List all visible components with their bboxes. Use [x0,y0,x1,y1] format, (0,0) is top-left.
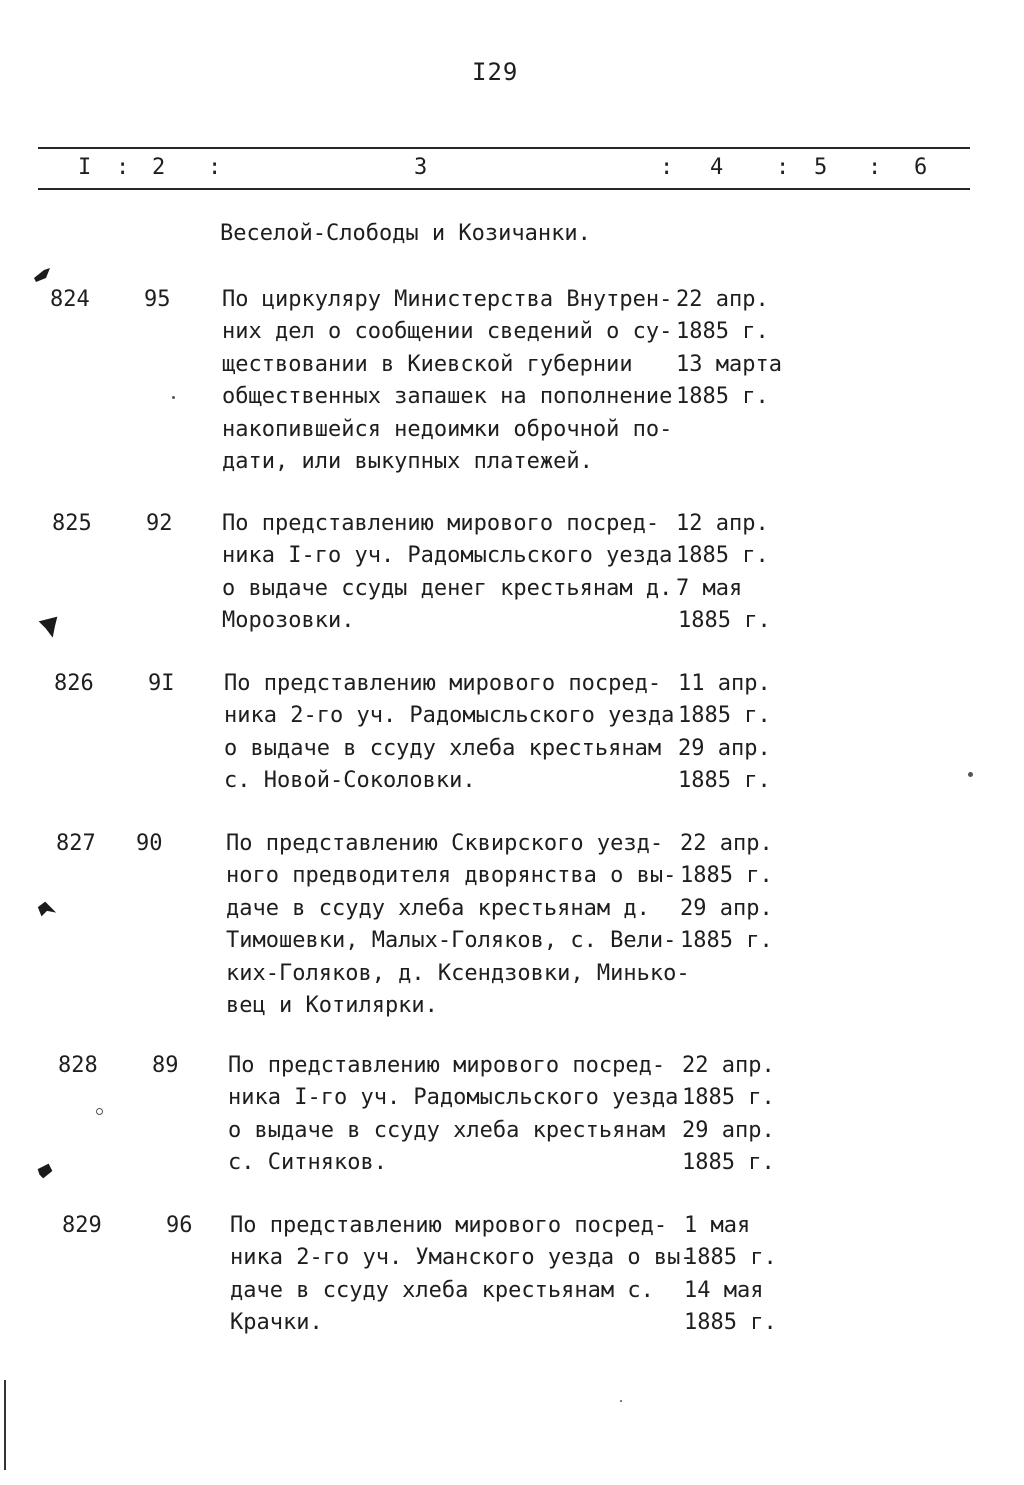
entry-description-line: накопившейся недоимки оброчной по- [222,416,673,442]
entry-date-line: 1 мая [684,1213,751,1238]
entry-date-line: 22 апр. [676,287,769,312]
entry-date-line: 7 мая [676,575,743,601]
entry-date-line: 1885 г. [682,1085,775,1111]
entry-date-line: 1885 г. [680,928,773,954]
entry-description [222,508,672,638]
entry-description-line: дати, или выкупных платежей. [222,448,593,474]
entry-date-line: 29 апр. [678,735,771,761]
entry-case-number: 92 [146,511,173,536]
entry-description [226,828,690,1022]
entry-description-line: По представлению мирового посред- [222,511,660,536]
entry-number: 829 [62,1213,102,1238]
entry-description-line: вец и Котилярки. [226,992,438,1018]
entry-number: 828 [58,1053,98,1078]
entry-dates [682,1050,775,1180]
entry-case-number: 89 [152,1053,179,1078]
entry-date-line: 29 апр. [682,1117,775,1143]
scan-speck [96,1108,103,1115]
entry-date-line: 1885 г. [678,703,771,729]
entry-description-line: общественных запашек на пополнение [222,384,673,410]
entry-date-line: 1885 г. [684,1310,777,1336]
entry-date-line: 1885 г. [682,1150,775,1176]
entry-dates [678,668,771,798]
column-header-1: I [78,155,92,180]
entry-description [230,1210,694,1340]
entry-description-line: них дел о сообщении сведений о су- [222,319,673,345]
column-header-2: 2 [152,155,166,180]
ink-mark-icon [34,898,60,920]
scan-speck [968,772,973,777]
entry-description-line: По представлению Сквирского уезд- [226,831,664,856]
column-separator: : [868,155,882,180]
entry-dates [680,828,773,958]
entry-date-line: 1885 г. [676,384,769,410]
entry-number: 826 [54,671,94,696]
entry-description-line: о выдаче в ссуду хлеба крестьянам [224,735,662,761]
entry-case-number: 96 [166,1213,193,1238]
entry-description [222,284,672,478]
header-top-rule [38,147,970,149]
entry-description-line: о выдаче ссуды денег крестьянам д. [222,575,673,601]
entry-description-line: По представлению мирового посред- [224,671,662,696]
entry-case-number: 9I [148,671,175,696]
entry-description-line: Тимошевки, Малых-Голяков, с. Вели- [226,928,677,954]
entry-date-line: 1885 г. [678,608,771,634]
column-separator: : [208,155,222,180]
column-separator: : [776,155,790,180]
entry-date-line: 1885 г. [678,768,771,794]
entry-date-line: 1885 г. [684,1245,777,1271]
entry-dates [676,508,771,638]
page-number: I29 [472,58,519,86]
scan-edge-line [4,1380,6,1470]
entry-description-line: По циркуляру Министерства Внутрен- [222,287,673,312]
entry-description-line: ществовании в Киевской губернии [222,351,633,377]
entry-description-line: даче в ссуду хлеба крестьянам с. [230,1277,654,1303]
column-separator: : [116,155,130,180]
scan-speck [172,396,175,399]
entry-dates [684,1210,777,1340]
entry-description-line: ника 2-го уч. Радомысльского уезда [224,703,675,729]
entry-description-line: с. Новой-Соколовки. [224,768,476,794]
entry-date-line: 1885 г. [676,543,769,569]
entry-date-line: 29 апр. [680,895,773,921]
entry-description-line: Морозовки. [222,608,355,634]
entry-description-line: Крачки. [230,1310,323,1336]
entry-date-line: 22 апр. [682,1053,775,1078]
entry-description-line: о выдаче в ссуду хлеба крестьянам [228,1117,666,1143]
entry-number: 825 [52,511,92,536]
header-bottom-rule [38,188,970,190]
entry-description-line: По представлению мирового посред- [230,1213,668,1238]
entry-date-line: 12 апр. [676,511,769,536]
scan-speck [620,1400,622,1402]
entry-date-line: 1885 г. [680,863,773,889]
entry-date-line: 14 мая [684,1277,764,1303]
entry-number: 827 [56,831,96,856]
entry-description [228,1050,678,1180]
continuation-line: Веселой-Слободы и Козичанки. [220,221,591,246]
entry-dates [676,284,782,414]
entry-description-line: ника I-го уч. Радомысльского уезда [228,1085,679,1111]
column-header-4: 4 [710,155,724,180]
entry-date-line: 11 апр. [678,671,771,696]
entry-date-line: 13 марта [676,351,782,377]
entry-case-number: 95 [144,287,171,312]
entry-description-line: ника 2-го уч. Уманского уезда о вы- [230,1245,694,1271]
entry-description [224,668,674,798]
entry-description-line: с. Ситняков. [228,1150,387,1176]
column-header-5: 5 [814,155,828,180]
entry-date-line: 1885 г. [676,319,769,345]
column-separator: : [660,155,674,180]
entry-description-line: ного предводителя дворянства о вы- [226,863,677,889]
entry-number: 824 [50,287,90,312]
entry-date-line: 22 апр. [680,831,773,856]
ink-mark-icon [30,264,54,288]
ink-mark-icon [34,612,62,640]
entry-description-line: даче в ссуду хлеба крестьянам д. [226,895,650,921]
entry-description-line: ника I-го уч. Радомысльского уезда [222,543,673,569]
column-header-6: 6 [914,155,928,180]
entry-description-line: ких-Голяков, д. Ксендзовки, Минько- [226,960,690,986]
ink-mark-icon [34,1160,56,1182]
entry-case-number: 90 [136,831,163,856]
column-header-3: 3 [414,155,428,180]
entry-description-line: По представлению мирового посред- [228,1053,666,1078]
